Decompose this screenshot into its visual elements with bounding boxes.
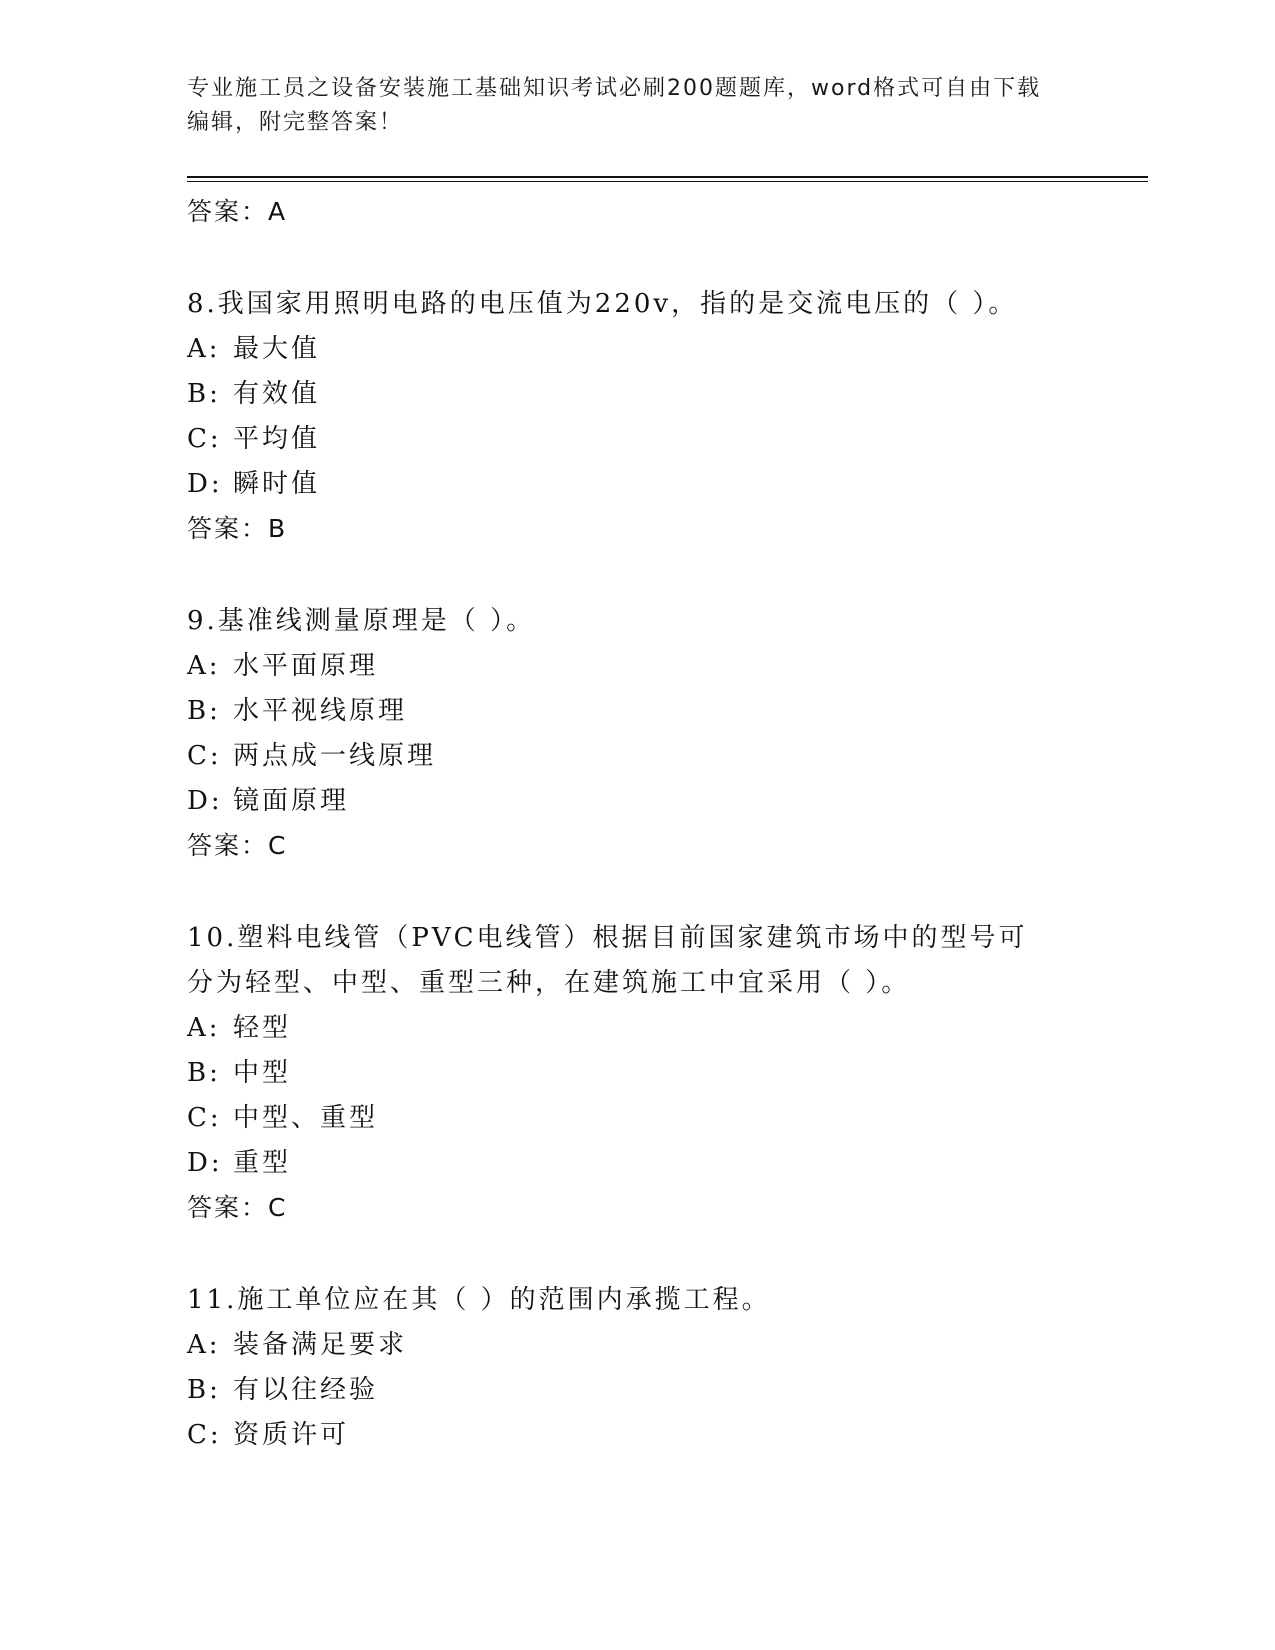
document-header: [187, 72, 1087, 140]
option-text: 镜面原理: [233, 786, 350, 816]
option-a: [187, 1323, 1147, 1368]
option-letter: A:: [187, 334, 221, 364]
previous-answer: 答案：A: [187, 197, 288, 226]
option-b: [187, 689, 1147, 734]
option-letter: B:: [187, 696, 221, 726]
option-text: 两点成一线原理: [233, 741, 437, 771]
option-text: 瞬时值: [233, 469, 321, 499]
option-text: 中型、重型: [233, 1103, 379, 1133]
option-letter: A:: [187, 1330, 221, 1360]
question-block: [187, 1278, 1147, 1458]
question-block: [187, 599, 1147, 868]
option-b: [187, 1368, 1147, 1413]
option-c: [187, 417, 1147, 462]
header-line-2: 编辑，附完整答案！: [187, 110, 404, 135]
option-letter: B:: [187, 379, 221, 409]
option-a: [187, 1006, 1147, 1051]
question-stem: 11.施工单位应在其（ ）的范围内承揽工程。: [187, 1285, 771, 1315]
option-d: [187, 779, 1147, 824]
header-divider: [187, 176, 1148, 178]
option-letter: C:: [187, 1103, 222, 1133]
answer-line: 答案：C: [187, 1193, 288, 1222]
option-letter: A:: [187, 651, 221, 681]
answer-line: 答案：B: [187, 514, 288, 543]
option-d: [187, 1141, 1147, 1186]
option-text: 水平面原理: [233, 651, 379, 681]
option-a: [187, 644, 1147, 689]
option-c: [187, 734, 1147, 779]
option-d: [187, 462, 1147, 507]
option-letter: D:: [187, 786, 223, 816]
option-letter: C:: [187, 1420, 222, 1450]
option-text: 有效值: [233, 379, 321, 409]
question-stem: 8.我国家用照明电路的电压值为220v，指的是交流电压的（ ）。: [187, 289, 1018, 319]
option-letter: D:: [187, 1148, 223, 1178]
option-c: [187, 1413, 1147, 1458]
question-block: [187, 916, 1147, 1230]
option-b: [187, 372, 1147, 417]
answer-line: 答案：C: [187, 831, 288, 860]
option-text: 平均值: [233, 424, 321, 454]
option-letter: B:: [187, 1058, 221, 1088]
question-list: [187, 190, 1147, 1458]
option-text: 资质许可: [233, 1420, 350, 1450]
header-line-1: 专业施工员之设备安装施工基础知识考试必刷200题题库，word格式可自由下载: [187, 76, 1042, 101]
option-text: 水平视线原理: [233, 696, 408, 726]
option-text: 重型: [233, 1148, 292, 1178]
option-letter: C:: [187, 741, 222, 771]
option-text: 中型: [233, 1058, 292, 1088]
option-text: 最大值: [233, 334, 321, 364]
option-a: [187, 327, 1147, 372]
option-text: 有以往经验: [233, 1375, 379, 1405]
question-stem: 10.塑料电线管（PVC电线管）根据目前国家建筑市场中的型号可分为轻型、中型、重型三种，在建筑施工中宜采用（ ）。: [187, 923, 1028, 998]
option-c: [187, 1096, 1147, 1141]
option-text: 轻型: [233, 1013, 292, 1043]
option-letter: D:: [187, 469, 223, 499]
header-divider-thin: [187, 181, 1148, 182]
option-letter: B:: [187, 1375, 221, 1405]
option-text: 装备满足要求: [233, 1330, 408, 1360]
option-letter: C:: [187, 424, 222, 454]
question-block: [187, 282, 1147, 551]
question-stem: 9.基准线测量原理是（ ）。: [187, 606, 536, 636]
option-b: [187, 1051, 1147, 1096]
option-letter: A:: [187, 1013, 221, 1043]
